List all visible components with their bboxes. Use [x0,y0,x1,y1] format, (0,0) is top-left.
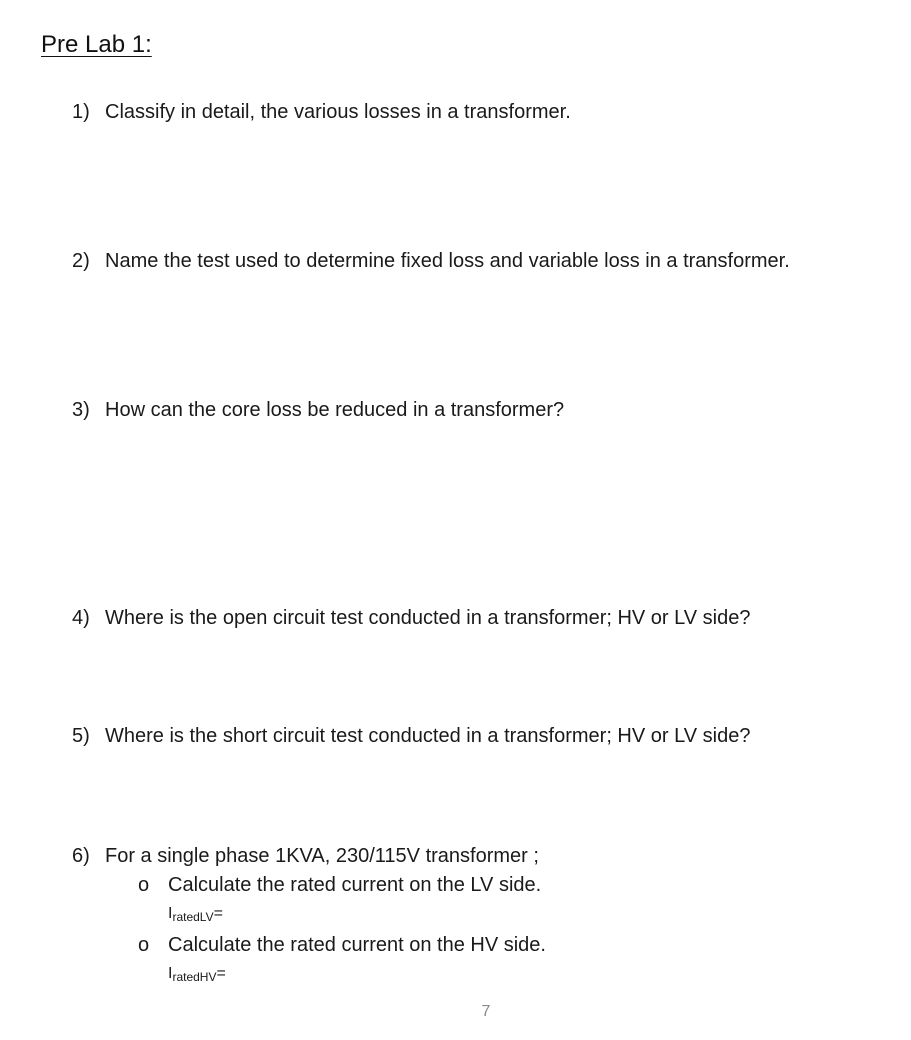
question-text: Name the test used to determine fixed loss and variable loss in a transformer. [105,250,790,272]
question-text: Classify in detail, the various losses in a transformer. [105,101,571,123]
subitem-text: Calculate the rated current on the HV side. [168,934,546,956]
formula-symbol: I [168,905,173,922]
question-1 [72,99,571,125]
page-number: 7 [481,1003,491,1020]
question-number: 3) [72,399,90,421]
question-number: 4) [72,607,90,629]
question-2 [72,248,790,274]
formula-equals: = [216,965,226,982]
question-number: 2) [72,250,90,272]
subitem-text: Calculate the rated current on the LV side. [168,874,542,896]
question-text: For a single phase 1KVA, 230/115V transformer ; [105,845,539,867]
formula-symbol: I [168,965,173,982]
subitem-lv [138,872,541,898]
formula-rated-hv [168,963,226,985]
formula-rated-lv [168,903,223,925]
question-number: 1) [72,101,90,123]
question-3 [72,397,564,423]
bullet-icon: o [138,934,150,956]
formula-subscript: ratedHV [172,970,217,984]
formula-subscript: ratedLV [172,910,214,924]
subitem-hv [138,932,546,958]
page-title: Pre Lab 1: [41,31,152,58]
question-number: 6) [72,845,90,867]
question-number: 5) [72,725,90,747]
formula-equals: = [213,905,223,922]
question-5 [72,723,750,749]
question-6 [72,843,539,869]
bullet-icon: o [138,874,150,896]
question-text: Where is the short circuit test conducted in a transformer; HV or LV side? [105,725,751,747]
question-4 [72,605,751,631]
question-text: How can the core loss be reduced in a transformer? [105,399,565,421]
question-text: Where is the open circuit test conducted in a transformer; HV or LV side? [105,607,751,629]
